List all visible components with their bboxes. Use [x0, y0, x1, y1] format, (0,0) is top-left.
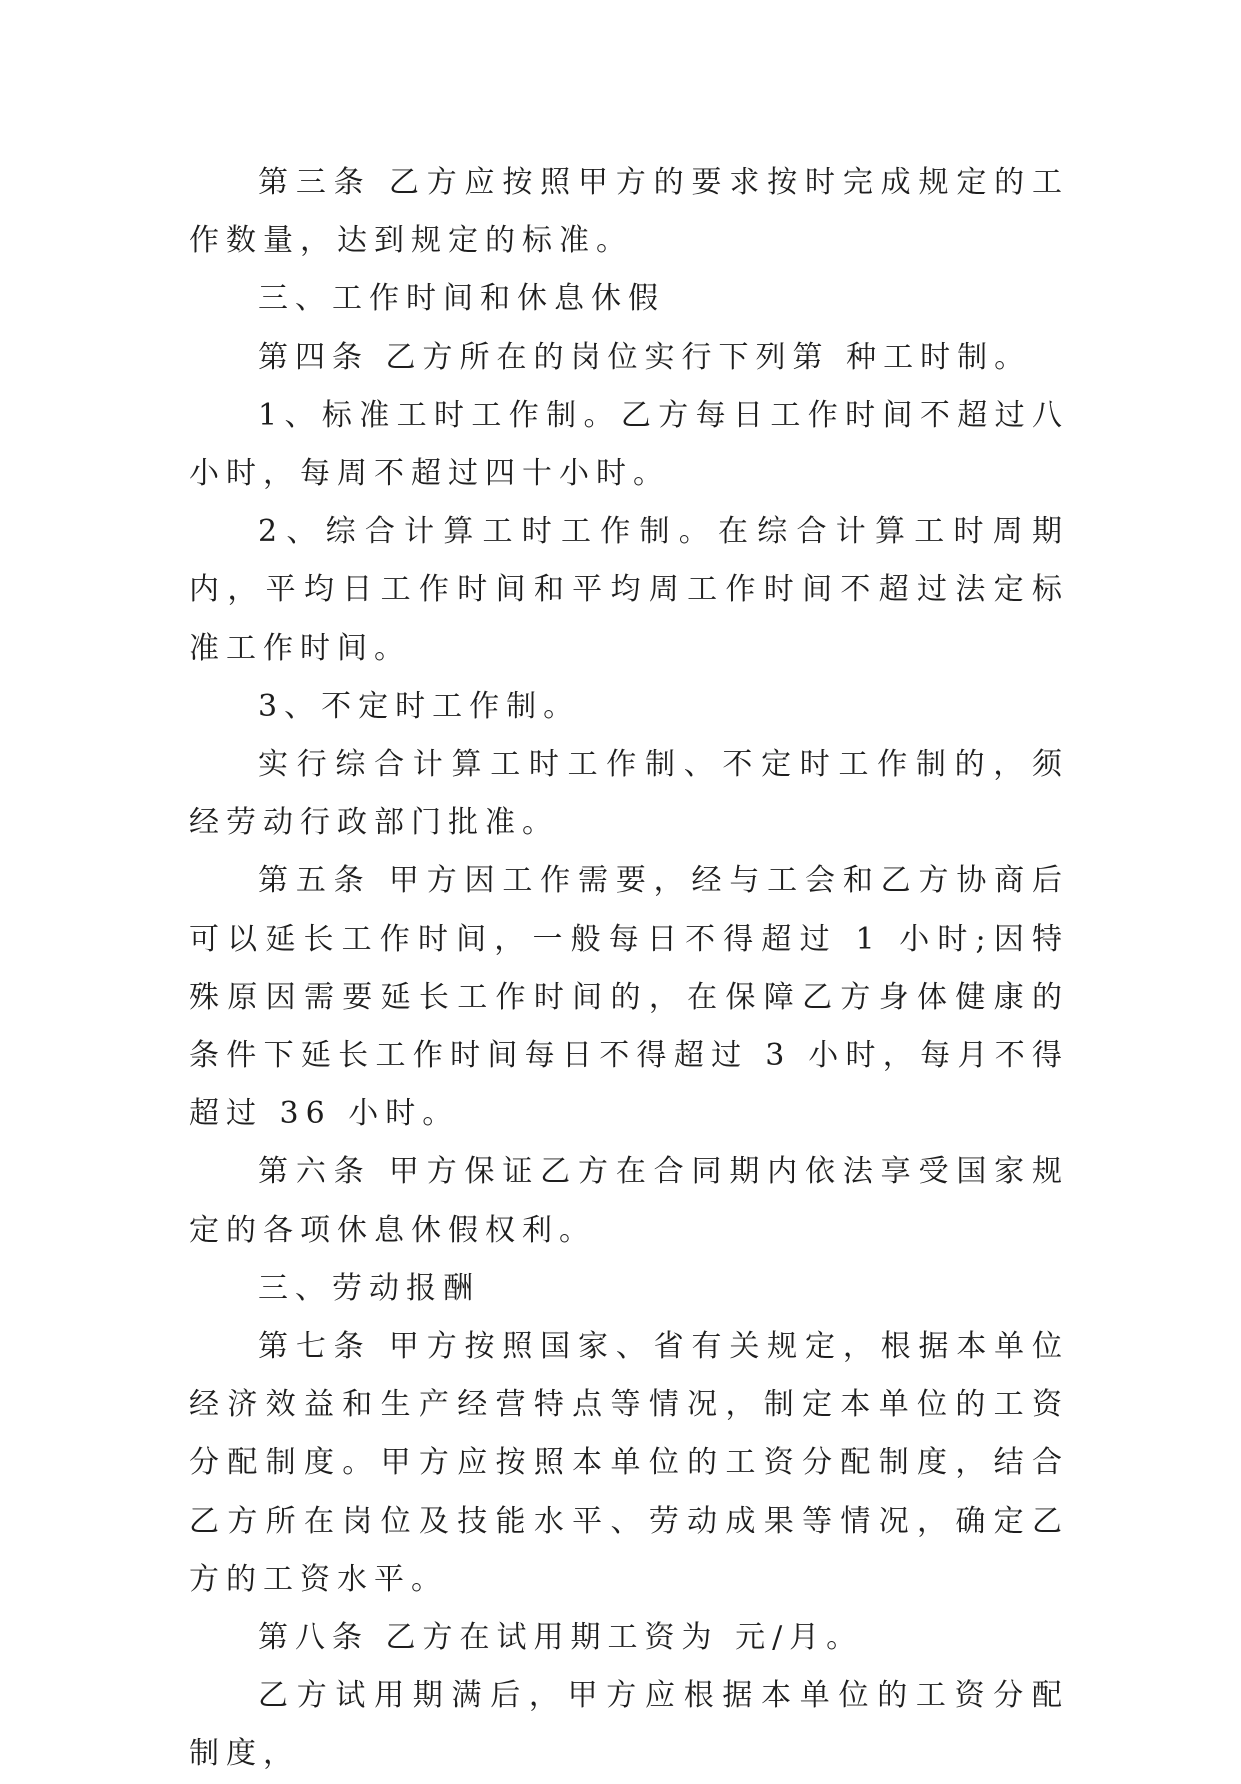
section-heading-work-hours: 三、工作时间和休息休假: [258, 281, 665, 317]
clause-5-paragraph: 第五条 甲方因工作需要，经与工会和乙方协商后可以延长工作时间，一般每日不得超过 1 小时;因特殊原因需要延长工作时间的，在保障乙方身体健康的条件下延长工作时间每日不得超过 3 小时，每月不得超过 36 小时。: [189, 863, 1069, 1132]
clause-7-paragraph: 第七条 甲方按照国家、省有关规定，根据本单位经济效益和生产经营特点等情况，制定本单位的工资分配制度。甲方应按照本单位的工资分配制度，结合乙方所在岗位及技能水平、劳动成果等情况，确定乙方的工资水平。: [189, 1329, 1069, 1597]
approval-note-paragraph: 实行综合计算工时工作制、不定时工作制的，须经劳动行政部门批准。: [189, 747, 1069, 841]
clause-3-paragraph: 第三条 乙方应按照甲方的要求按时完成规定的工作数量，达到规定的标准。: [189, 165, 1069, 259]
clause-6-paragraph: 第六条 甲方保证乙方在合同期内依法享受国家规定的各项休息休假权利。: [189, 1154, 1069, 1248]
list-item-standard-hours: 1、标准工时工作制。乙方每日工作时间不超过八小时，每周不超过四十小时。: [189, 397, 1069, 492]
clause-8-paragraph: 第八条 乙方在试用期工资为 元/月。: [258, 1620, 864, 1656]
section-heading-remuneration: 三、劳动报酬: [258, 1270, 480, 1306]
list-item-flexible-hours: 3、不定时工作制。: [258, 688, 581, 724]
clause-4-paragraph: 第四条 乙方所在的岗位实行下列第 种工时制。: [258, 339, 1032, 375]
document-body: [189, 154, 1069, 1784]
list-item-comprehensive-hours: 2、综合计算工时工作制。在综合计算工时周期内，平均日工作时间和平均周工作时间不超过法定标准工作时间。: [189, 514, 1069, 666]
post-probation-paragraph: 乙方试用期满后，甲方应根据本单位的工资分配制度，: [189, 1678, 1069, 1772]
